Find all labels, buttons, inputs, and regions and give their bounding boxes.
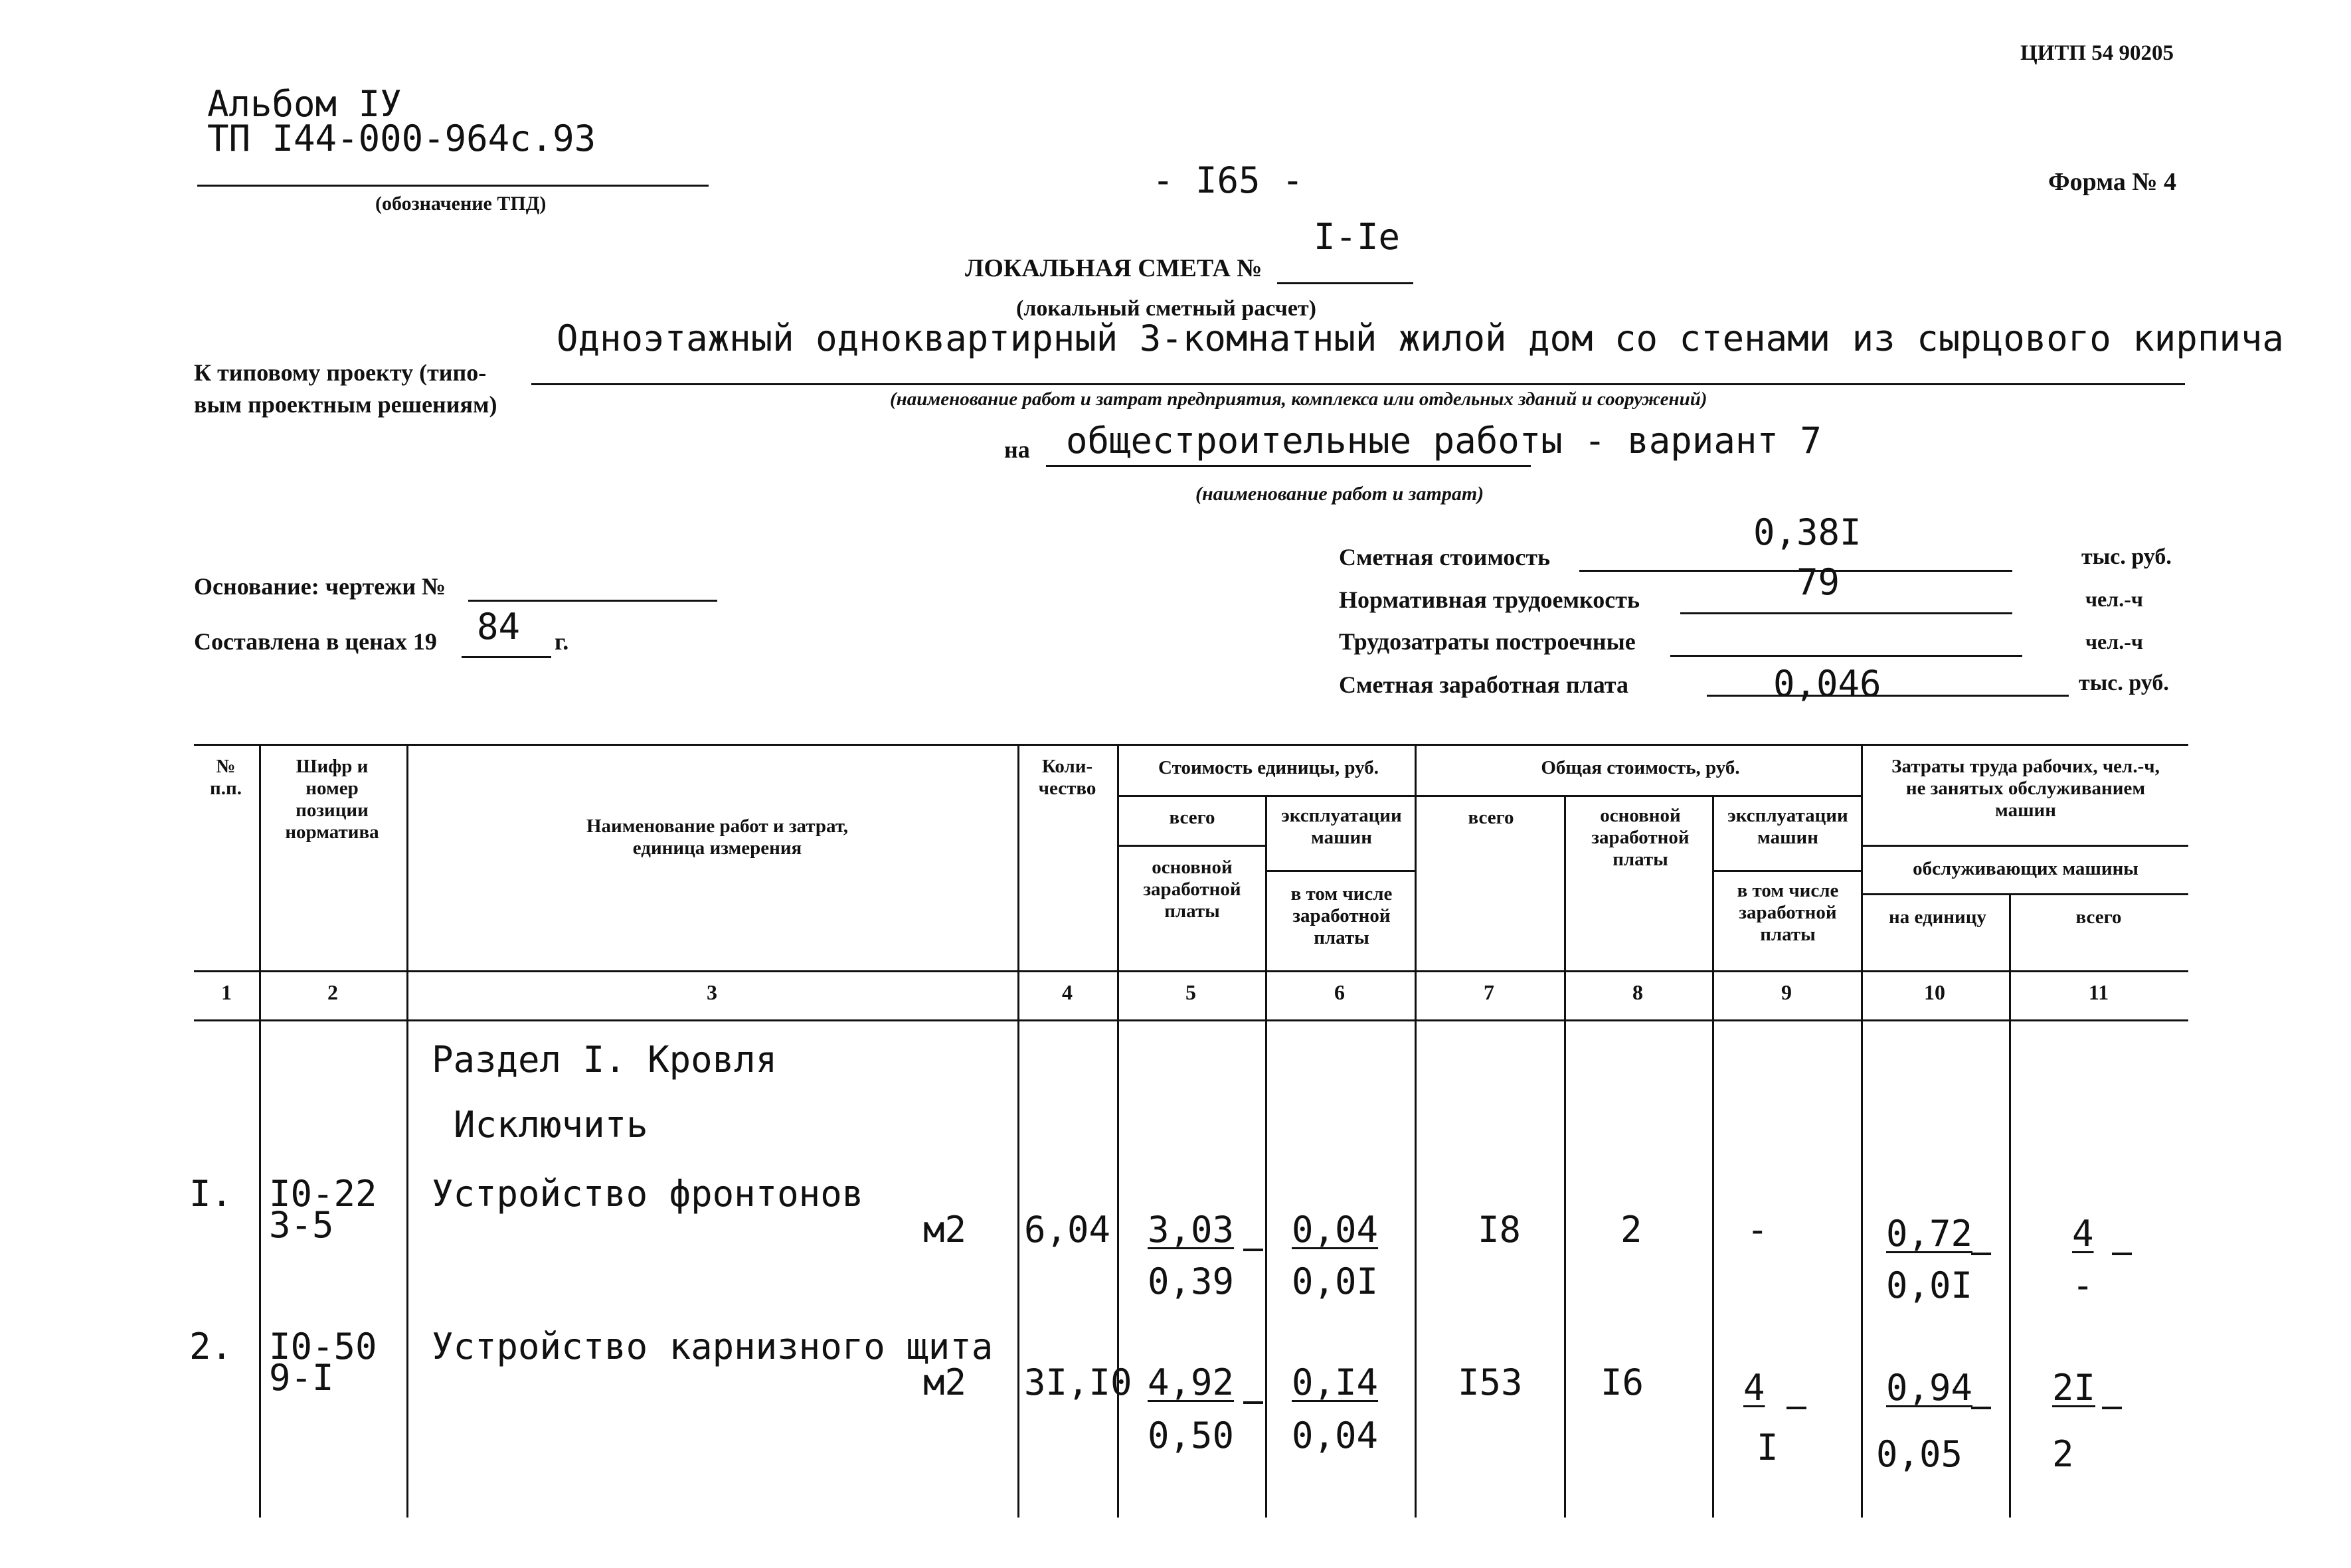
summary-wage-value: 0,046	[1773, 663, 1881, 705]
unitcost-sub-split-b	[1267, 870, 1416, 872]
row-unit-machines: 0,04	[1292, 1209, 1379, 1251]
prices-year: 84	[477, 606, 521, 648]
col7-vsego: всего	[1468, 807, 1514, 828]
summary-cost-label: Сметная стоимость	[1339, 544, 1551, 570]
row-unit-cost-total: 4,92	[1148, 1361, 1235, 1403]
row-labor-total-machines: -	[2072, 1264, 2094, 1306]
prices-suffix: г.	[555, 628, 569, 655]
summary-labor-label: Нормативная трудоемкость	[1339, 586, 1640, 613]
summary-site-unit: чел.-ч	[2085, 630, 2143, 653]
row-unit-cost-wage: 0,39	[1148, 1261, 1235, 1302]
col-divider-10	[2009, 893, 2011, 1518]
prices-label: Составлена в ценах 19	[194, 628, 437, 655]
row-unit-machines: 0,I4	[1292, 1361, 1379, 1403]
row-unit-machines-wage: 0,04	[1292, 1415, 1379, 1456]
row-name: Устройство фронтонов	[432, 1173, 864, 1215]
col8-basic-wage: основной заработной платы	[1591, 805, 1690, 870]
project-caption: (наименование работ и затрат предприятия, комплекса или отдельных зданий и сооружений)	[890, 389, 1707, 410]
labor-serving: обслуживающих машины	[1913, 858, 2138, 879]
row-code-line1: I0-22	[269, 1173, 377, 1215]
col-number-9: 9	[1781, 980, 1792, 1004]
row-labor-total-machines: 2	[2052, 1433, 2074, 1475]
project-label-1: К типовому проекту (типо-	[194, 359, 487, 386]
basis-label: Основание: чертежи №	[194, 573, 446, 600]
col6-incl-wage: в том числе заработной платы	[1290, 883, 1393, 948]
row-labor-per-unit-dash	[1971, 1253, 1991, 1255]
col-divider-8	[1712, 795, 1714, 1518]
col4-header: Коли-чество	[1038, 756, 1096, 799]
row-unit: м2	[923, 1209, 967, 1251]
row-number: I.	[189, 1173, 233, 1215]
estimate-subtitle: (локальный сметный расчет)	[1016, 296, 1316, 321]
col-divider-2	[406, 744, 408, 1518]
row-name: Устройство карнизного щита	[432, 1326, 994, 1367]
totalcost-sub-split	[1713, 870, 1861, 872]
row-unit-cost-dash	[1243, 1249, 1263, 1251]
row-total-wage: 2	[1620, 1209, 1642, 1251]
row-labor-total-dash	[2112, 1253, 2132, 1255]
col9-machines: эксплуатации машин	[1727, 805, 1848, 848]
unit-cost-header: Стоимость единицы, руб.	[1158, 757, 1379, 778]
summary-site-label: Трудозатраты построечные	[1339, 628, 1636, 655]
document-code: ЦИТП 54 90205	[2020, 41, 2174, 65]
summary-site-line	[1670, 655, 2022, 657]
table-top-border	[194, 744, 2188, 746]
labor-split	[1863, 845, 2188, 847]
row-total-machines: -	[1747, 1209, 1769, 1251]
section-title: Раздел I. Кровля	[432, 1039, 778, 1081]
tpd-underline	[197, 185, 709, 187]
row-labor-total: 2I	[2052, 1367, 2096, 1409]
col-divider-7	[1564, 795, 1566, 1518]
album-label: Альбом IУ	[207, 83, 402, 125]
row-total-wage: I6	[1601, 1361, 1644, 1403]
page-number: - I65 -	[1152, 159, 1304, 201]
row-unit-cost-dash	[1243, 1401, 1263, 1404]
col-number-2: 2	[327, 980, 338, 1004]
summary-wage-unit: тыс. руб.	[2079, 671, 2169, 695]
col9-incl-wage: в том числе заработной платы	[1737, 880, 1839, 945]
works-caption: (наименование работ и затрат)	[1195, 483, 1484, 505]
col-number-7: 7	[1484, 980, 1494, 1004]
row-labor-per-unit: 0,94	[1886, 1367, 1973, 1409]
summary-labor-value: 79	[1796, 561, 1840, 603]
row-total-cost: I53	[1458, 1361, 1523, 1403]
row-quantity: 6,04	[1024, 1209, 1111, 1251]
basis-underline	[468, 600, 717, 602]
form-number: Форма № 4	[2048, 168, 2177, 196]
col6-machines: эксплуатации машин	[1281, 805, 1402, 848]
row-code-line2: 9-I	[269, 1357, 334, 1399]
prices-year-underline	[462, 656, 551, 658]
col3-header: Наименование работ и затрат, единица измерения	[586, 816, 849, 859]
col-number-3: 3	[707, 980, 717, 1004]
section-exclude: Исключить	[454, 1104, 648, 1146]
estimate-title: ЛОКАЛЬНАЯ СМЕТА №	[965, 254, 1263, 282]
total-cost-header: Общая стоимость, руб.	[1541, 757, 1740, 778]
col10-per-unit: на единицу	[1889, 907, 1986, 928]
row-total-machines: 4	[1743, 1367, 1765, 1409]
summary-cost-value: 0,38I	[1753, 511, 1862, 553]
row-code-line2: 3-5	[269, 1204, 334, 1246]
summary-wage-label: Сметная заработная плата	[1339, 671, 1628, 698]
row-total-machines-wage: I	[1757, 1427, 1779, 1468]
row-total-cost: I8	[1478, 1209, 1522, 1251]
row-number: 2.	[189, 1326, 233, 1367]
row-unit-cost-total: 3,03	[1148, 1209, 1235, 1251]
col-number-5: 5	[1185, 980, 1196, 1004]
project-underline	[531, 383, 2185, 385]
col-number-4: 4	[1062, 980, 1073, 1004]
tp-designation: ТП I44-000-964с.93	[207, 118, 596, 159]
row-total-machines-dash	[1786, 1407, 1806, 1409]
summary-labor-line	[1680, 612, 2012, 614]
numbers-bottom-border	[194, 1019, 2188, 1021]
works-underline	[1046, 465, 1531, 467]
header-bottom-border	[194, 970, 2188, 972]
col5-vsego: всего	[1169, 807, 1215, 828]
row-unit: м2	[923, 1361, 967, 1403]
col-divider-3	[1017, 744, 1019, 1518]
row-labor-total: 4	[2072, 1213, 2094, 1255]
col1-header: № п.п.	[210, 756, 242, 799]
row-labor-per-unit-machines: 0,0I	[1886, 1264, 1973, 1306]
row-quantity: 3I,I0	[1024, 1361, 1132, 1403]
summary-cost-line	[1579, 570, 2012, 572]
estimate-number: I-Ie	[1314, 216, 1401, 258]
col-divider-5	[1265, 795, 1267, 1518]
row-labor-total-dash	[2102, 1407, 2122, 1409]
totalcost-split	[1416, 795, 1861, 797]
project-name: Одноэтажный одноквартирный 3-комнатный жилой дом со стенами из сырцового кирпича	[557, 317, 2284, 359]
col-divider-6	[1415, 744, 1417, 1518]
unitcost-sub-split-a	[1119, 845, 1265, 847]
tpd-caption: (обозначение ТПД)	[375, 193, 547, 215]
row-labor-per-unit-machines: 0,05	[1876, 1433, 1963, 1475]
col-divider-9	[1861, 744, 1863, 1518]
project-label-2: вым проектным решениям)	[194, 391, 497, 418]
col11-total: всего	[2075, 907, 2122, 928]
summary-cost-unit: тыс. руб.	[2081, 545, 2172, 569]
summary-labor-unit: чел.-ч	[2085, 587, 2143, 611]
col-number-6: 6	[1334, 980, 1345, 1004]
row-unit-machines-wage: 0,0I	[1292, 1261, 1379, 1302]
col-number-11: 11	[2088, 980, 2109, 1004]
unitcost-split	[1119, 795, 1416, 797]
row-unit-cost-wage: 0,50	[1148, 1415, 1235, 1456]
labor-sub-split	[1863, 893, 2188, 895]
col5-basic-wage: основной заработной платы	[1143, 857, 1241, 922]
labor-header: Затраты труда рабочих, чел.-ч, не занятых обслуживанием машин	[1891, 756, 2160, 821]
col-number-8: 8	[1632, 980, 1643, 1004]
row-code-line1: I0-50	[269, 1326, 377, 1367]
works-name: общестроительные работы - вариант 7	[1066, 420, 1822, 462]
estimate-number-line	[1277, 282, 1413, 284]
col-number-10: 10	[1924, 980, 1945, 1004]
works-on-label: на	[1004, 436, 1030, 463]
summary-wage-line	[1707, 695, 2069, 697]
row-labor-per-unit: 0,72	[1886, 1213, 1973, 1255]
col2-header: Шифр и номер позиции норматива	[285, 756, 379, 843]
col-divider-1	[259, 744, 261, 1518]
col-number-1: 1	[221, 980, 232, 1004]
row-labor-per-unit-dash	[1971, 1407, 1991, 1409]
